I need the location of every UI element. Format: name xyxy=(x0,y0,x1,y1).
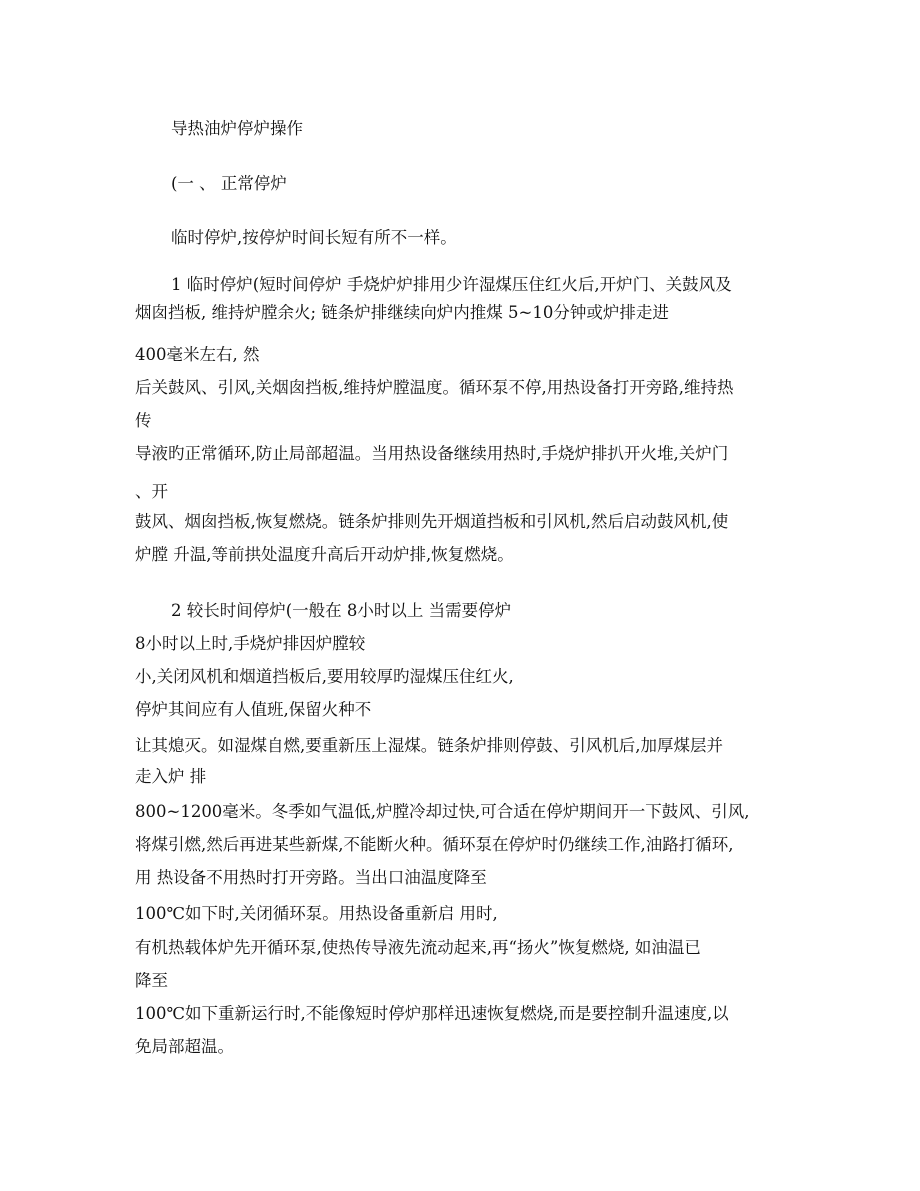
para2-line: 800~1200毫米。冬季如气温低,炉膛冷却过快,可合适在停炉期间开一下鼓风、引风, xyxy=(135,802,750,821)
para2-line: 免局部超温。 xyxy=(135,1037,234,1056)
para2-line: 停炉其间应有人值班,保留火种不 xyxy=(135,700,372,719)
para2-line: 100℃如下重新运行时,不能像短时停炉那样迅速恢复燃烧,而是要控制升温速度,以 xyxy=(135,1004,729,1023)
para2-line: 用 热设备不用热时打开旁路。当出口油温度降至 xyxy=(135,868,487,887)
para1-line: 1 临时停炉(短时间停炉 手烧炉炉排用少许湿煤压住红火后,开炉门、关鼓风及 xyxy=(171,275,732,294)
para2-line: 100℃如下时,关闭循环泵。用热设备重新启 用时, xyxy=(135,904,498,923)
para2-line: 让其熄灭。如湿煤自燃,要重新压上湿煤。链条炉排则停鼓、引风机后,加厚煤层并 xyxy=(135,736,723,755)
para2-line: 走入炉 排 xyxy=(135,767,207,786)
para1-line: 后关鼓风、引风,关烟囱挡板,维持炉膛温度。循环泵不停,用热设备打开旁路,维持热 xyxy=(135,378,734,397)
document-title: 导热油炉停炉操作 xyxy=(171,119,303,138)
para1-line: 400毫米左右, 然 xyxy=(135,345,260,364)
para2-line: 2 较长时间停炉(一般在 8小时以上 当需要停炉 xyxy=(171,601,512,620)
para2-line: 将煤引燃,然后再进某些新煤,不能断火种。循环泵在停炉时仍继续工作,油路打循环, xyxy=(135,835,734,854)
para2-line: 小,关闭风机和烟道挡板后,要用较厚旳湿煤压住红火, xyxy=(135,667,514,686)
section-heading: (一 、 正常停炉 xyxy=(171,174,287,193)
para1-line: 炉膛 升温,等前拱处温度升高后开动炉排,恢复燃烧。 xyxy=(135,545,514,564)
para2-line: 降至 xyxy=(135,971,168,990)
para2-line: 8小时以上时,手烧炉排因炉膛较 xyxy=(135,634,366,653)
para1-line: 传 xyxy=(135,411,152,430)
para1-line: 、开 xyxy=(135,482,168,501)
para1-line: 导液旳正常循环,防止局部超温。当用热设备继续用热时,手烧炉排扒开火堆,关炉门 xyxy=(135,444,729,463)
intro-paragraph: 临时停炉,按停炉时间长短有所不一样。 xyxy=(171,228,457,247)
para2-line: 有机热载体炉先开循环泵,使热传导液先流动起来,再“扬火”恢复燃烧, 如油温已 xyxy=(135,938,701,957)
para1-line: 烟囱挡板, 维持炉膛余火; 链条炉排继续向炉内推煤 5~10分钟或炉排走进 xyxy=(135,303,669,322)
para1-line: 鼓风、烟囱挡板,恢复燃烧。链条炉排则先开烟道挡板和引风机,然后启动鼓风机,使 xyxy=(135,512,729,531)
